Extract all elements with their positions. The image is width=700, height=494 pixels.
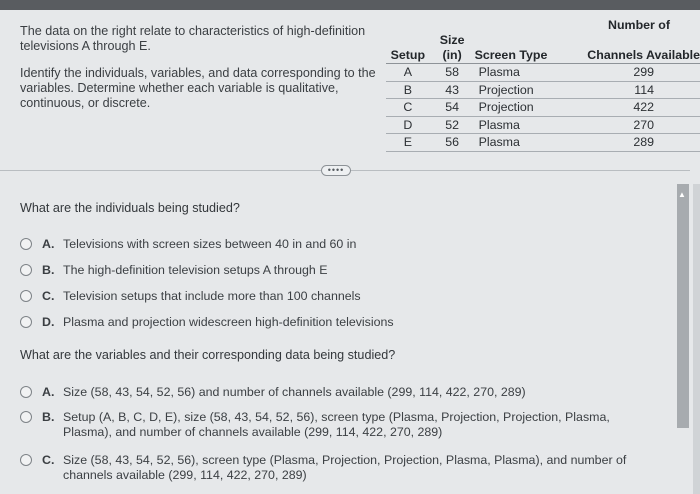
cell-setup: E <box>386 134 430 152</box>
prompt-instruction: Identify the individuals, variables, and data corresponding to the variables. Determine whether each variable is qualitative, continuous, or discrete. <box>20 66 376 110</box>
cell-size: 54 <box>430 99 475 117</box>
table-row <box>386 116 700 134</box>
option-text: Plasma and projection widescreen high-definition televisions <box>63 315 394 329</box>
scroll-up-icon[interactable]: ▲ <box>678 190 686 199</box>
vertical-scrollbar[interactable] <box>677 184 689 428</box>
option-text: Size (58, 43, 54, 52, 56), screen type (Plasma, Projection, Projection, Plasma, Plasma), and number of channels available (299, 114, 422, 270, 289) <box>63 453 627 482</box>
cell-type: Projection <box>475 81 554 99</box>
option-text: The high-definition television setups A through E <box>63 263 328 277</box>
table-row <box>386 134 700 152</box>
cell-type: Plasma <box>475 134 554 152</box>
cell-channels: 114 <box>554 81 700 99</box>
problem-prompt <box>20 24 382 123</box>
cell-size: 56 <box>430 134 475 152</box>
table-row <box>386 64 700 82</box>
header-channels-top: Number of <box>608 18 670 32</box>
cell-channels: 299 <box>554 64 700 82</box>
radio-button[interactable] <box>20 264 32 276</box>
cell-type: Plasma <box>475 116 554 134</box>
question-2: What are the variables and their corresponding data being studied? <box>20 348 396 362</box>
option-letter: A. <box>42 237 55 251</box>
option-letter: B. <box>42 410 55 424</box>
cell-channels: 270 <box>554 116 700 134</box>
prompt-intro: The data on the right relate to characteristics of high-definition televisions A through E. <box>20 24 366 53</box>
header-channels: Channels Available <box>554 33 700 64</box>
cell-setup: B <box>386 81 430 99</box>
radio-button[interactable] <box>20 316 32 328</box>
header-screen-type: Screen Type <box>475 33 554 64</box>
table-header-top <box>386 18 700 33</box>
option-text: Size (58, 43, 54, 52, 56) and number of channels available (299, 114, 422, 270, 289) <box>63 385 526 399</box>
cell-setup: D <box>386 116 430 134</box>
option-text: Setup (A, B, C, D, E), size (58, 43, 54, 52, 56), screen type (Plasma, Projection, Projection, Plasma, Plasma), and number of channels available (299, 114, 422, 270, 289) <box>63 410 610 439</box>
cell-size: 58 <box>430 64 475 82</box>
radio-button[interactable] <box>20 290 32 302</box>
table-row <box>386 99 700 117</box>
option-letter: C. <box>42 453 55 467</box>
header-size: Size (in) <box>430 33 475 64</box>
option-text: Televisions with screen sizes between 40 in and 60 in <box>63 237 357 251</box>
cell-setup: A <box>386 64 430 82</box>
cell-type: Projection <box>475 99 554 117</box>
cell-size: 52 <box>430 116 475 134</box>
option-letter: C. <box>42 289 55 303</box>
radio-button[interactable] <box>20 411 32 423</box>
radio-button[interactable] <box>20 238 32 250</box>
option-letter: D. <box>42 315 55 329</box>
cell-channels: 289 <box>554 134 700 152</box>
data-table <box>386 18 700 152</box>
cell-setup: C <box>386 99 430 117</box>
question-1: What are the individuals being studied? <box>20 201 240 215</box>
cell-type: Plasma <box>475 64 554 82</box>
cell-channels: 422 <box>554 99 700 117</box>
header-setup: Setup <box>386 33 430 64</box>
radio-button[interactable] <box>20 386 32 398</box>
option-text: Television setups that include more than 100 channels <box>63 289 361 303</box>
option-letter: B. <box>42 263 55 277</box>
radio-button[interactable] <box>20 454 32 466</box>
table-row <box>386 81 700 99</box>
option-letter: A. <box>42 385 55 399</box>
right-edge-panel <box>693 184 700 494</box>
cell-size: 43 <box>430 81 475 99</box>
table-header <box>386 33 700 64</box>
top-bar <box>0 0 700 10</box>
more-button[interactable]: •••• <box>321 165 351 176</box>
